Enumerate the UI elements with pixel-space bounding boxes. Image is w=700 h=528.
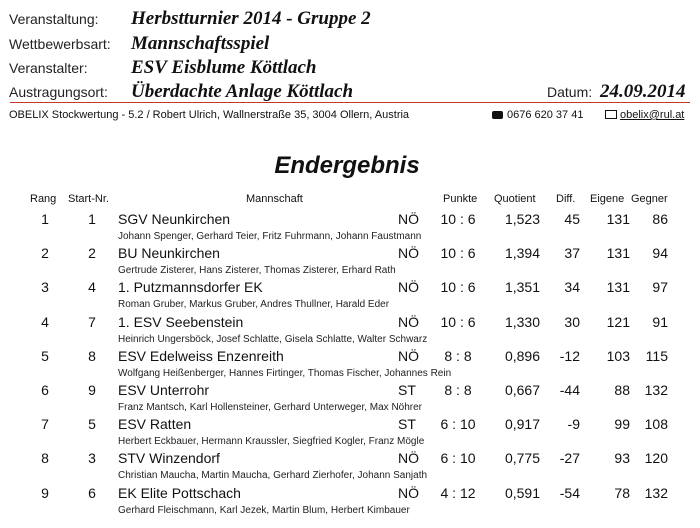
col-team: Mannschaft [246, 193, 303, 205]
cell-punkte: 10 : 6 [440, 313, 476, 330]
page-title [0, 152, 700, 180]
cell-rang: 3 [41, 279, 49, 296]
cell-diff: 37 [564, 245, 580, 262]
cell-start: 6 [88, 484, 96, 501]
cell-punkte: 6 : 10 [440, 450, 476, 467]
cell-quotient: 1,330 [504, 313, 540, 330]
cell-diff: 34 [564, 279, 580, 296]
cell-rang: 8 [41, 450, 49, 467]
cell-punkte: 10 : 6 [440, 279, 476, 296]
col-punkte: Punkte [443, 193, 478, 205]
date-value: 24.09.2014 [600, 81, 686, 102]
cell-eigene: 88 [614, 382, 630, 398]
header-value: Überdachte Anlage Köttlach [131, 81, 354, 102]
col-gegner: Gegner [631, 193, 668, 205]
team-members: Gerhard Fleischmann, Karl Jezek, Martin Blum, Herbert Kimbauer [118, 504, 410, 516]
col-quotient: Quotient [494, 193, 536, 205]
team-members: Roman Gruber, Markus Gruber, Andres Thullner, Harald Eder [118, 299, 390, 311]
cell-diff: -27 [559, 450, 580, 467]
phone-number: 0676 620 37 41 [507, 109, 584, 121]
cell-diff: 30 [564, 313, 580, 330]
cell-diff: -44 [559, 382, 580, 398]
cell-start: 7 [88, 313, 96, 330]
header-label: Wettbewerbsart: [9, 36, 111, 52]
cell-quotient: 1,351 [504, 279, 540, 296]
cell-start: 3 [88, 450, 96, 467]
cell-team: EK Elite Pottschach [118, 484, 241, 501]
col-diff: Diff. [556, 193, 576, 205]
header-row-veranstalter [0, 57, 700, 81]
cell-eigene: 131 [606, 279, 630, 296]
col-rang: Rang [30, 193, 57, 205]
cell-rang: 2 [41, 245, 49, 262]
cell-quotient: 0,591 [504, 484, 540, 501]
email-address[interactable]: obelix@rul.at [620, 109, 685, 121]
cell-punkte: 10 : 6 [440, 211, 476, 227]
cell-quotient: 1,394 [504, 245, 540, 262]
cell-eigene: 131 [606, 245, 630, 262]
cell-land: NÖ [398, 347, 419, 364]
table-row [0, 279, 700, 313]
col-eigene: Eigene [590, 193, 625, 205]
cell-land: NÖ [398, 450, 419, 467]
cell-land: NÖ [398, 279, 419, 296]
cell-eigene: 103 [606, 347, 630, 364]
team-members: Wolfgang Heißenberger, Hannes Firtinger, Thomas Fischer, Johannes Rein [118, 367, 452, 379]
cell-quotient: 0,775 [504, 450, 540, 467]
cell-eigene: 131 [606, 211, 630, 227]
header-label: Veranstaltung: [9, 11, 99, 27]
cell-diff: 45 [564, 211, 580, 227]
cell-start: 1 [88, 211, 96, 227]
cell-gegner: 115 [645, 347, 668, 364]
team-members: Gertrude Zisterer, Hans Zisterer, Thomas Zisterer, Erhard Rath [118, 265, 396, 277]
envelope-icon [605, 110, 617, 119]
team-members: Franz Mantsch, Karl Hollensteiner, Gerhard Unterweger, Max Nöhrer [118, 402, 423, 413]
cell-rang: 9 [41, 484, 49, 501]
cell-punkte: 6 : 10 [440, 416, 476, 433]
cell-start: 4 [88, 279, 96, 296]
software-info-line [0, 109, 700, 125]
cell-team: BU Neunkirchen [118, 245, 220, 262]
cell-start: 9 [88, 382, 96, 398]
cell-punkte: 8 : 8 [444, 347, 472, 364]
cell-start: 8 [88, 347, 96, 364]
cell-land: ST [398, 416, 416, 433]
team-members: Herbert Eckbauer, Hermann Kraussler, Siegfried Kogler, Franz Mögle [118, 436, 425, 448]
header-value: Herbstturnier 2014 - Gruppe 2 [131, 8, 371, 29]
cell-gegner: 132 [644, 484, 668, 501]
software-credit: OBELIX Stockwertung - 5.2 / Robert Ulrich, Wallnerstraße 35, 3004 Ollern, Austria [9, 109, 410, 121]
header-divider [10, 102, 690, 103]
header-row-wettbewerbsart [0, 33, 700, 57]
cell-rang: 6 [41, 382, 49, 398]
cell-rang: 5 [41, 347, 49, 364]
table-row [0, 450, 700, 484]
table-row [0, 416, 700, 450]
cell-gegner: 120 [644, 450, 668, 467]
table-row [0, 485, 700, 519]
cell-gegner: 94 [652, 245, 668, 262]
table-row [0, 314, 700, 348]
team-members: Heinrich Ungersböck, Josef Schlatte, Gisela Schlatte, Walter Schwarz [118, 333, 428, 345]
table-row [0, 382, 700, 416]
header-label: Austragungsort: [9, 84, 108, 100]
cell-gegner: 86 [652, 211, 668, 227]
phone-contact [492, 109, 583, 121]
table-row [0, 211, 700, 245]
header-label: Veranstalter: [9, 60, 88, 76]
table-row [0, 348, 700, 382]
team-members: Christian Maucha, Martin Maucha, Gerhard Zierhofer, Johann Sanjath [118, 470, 428, 482]
cell-quotient: 0,667 [504, 382, 540, 398]
cell-punkte: 4 : 12 [440, 484, 476, 501]
page-title-text: Endergebnis [274, 152, 420, 179]
cell-land: NÖ [398, 245, 419, 262]
cell-start: 5 [88, 416, 96, 433]
header-row-veranstaltung [0, 8, 700, 32]
cell-gegner: 108 [644, 416, 668, 433]
cell-start: 2 [88, 245, 96, 262]
header-value: Mannschaftsspiel [131, 33, 270, 54]
cell-quotient: 0,917 [504, 416, 540, 433]
cell-team: ESV Edelweiss Enzenreith [118, 347, 284, 364]
cell-rang: 7 [41, 416, 49, 433]
team-members: Johann Spenger, Gerhard Teier, Fritz Fuhrmann, Johann Faustmann [118, 231, 422, 242]
cell-team: STV Winzendorf [118, 450, 220, 467]
cell-land: ST [398, 382, 416, 398]
cell-diff: -54 [559, 484, 580, 501]
date-label: Datum: [547, 84, 593, 100]
email-contact[interactable] [605, 109, 684, 121]
header-value: ESV Eisblume Köttlach [131, 57, 317, 78]
cell-diff: -12 [559, 347, 580, 364]
cell-punkte: 10 : 6 [440, 245, 476, 262]
cell-diff: -9 [567, 416, 580, 433]
phone-icon [492, 111, 503, 119]
cell-land: NÖ [398, 211, 419, 227]
cell-rang: 1 [41, 211, 49, 227]
cell-team: ESV Unterrohr [118, 382, 210, 398]
cell-rang: 4 [41, 313, 49, 330]
cell-eigene: 99 [614, 416, 630, 433]
cell-land: NÖ [398, 484, 419, 501]
cell-punkte: 8 : 8 [444, 382, 472, 398]
cell-gegner: 97 [652, 279, 668, 296]
cell-eigene: 93 [614, 450, 630, 467]
cell-team: 1. Putzmannsdorfer EK [118, 279, 263, 296]
cell-eigene: 78 [614, 484, 630, 501]
table-row [0, 245, 700, 279]
cell-quotient: 1,523 [504, 211, 540, 227]
cell-team: ESV Ratten [118, 416, 192, 433]
cell-gegner: 132 [644, 382, 668, 398]
cell-eigene: 121 [606, 313, 630, 330]
cell-land: NÖ [398, 313, 419, 330]
cell-gegner: 91 [652, 313, 668, 330]
cell-quotient: 0,896 [504, 347, 540, 364]
cell-team: 1. ESV Seebenstein [118, 313, 244, 330]
cell-team: SGV Neunkirchen [118, 211, 231, 227]
col-start: Start-Nr. [68, 193, 109, 205]
